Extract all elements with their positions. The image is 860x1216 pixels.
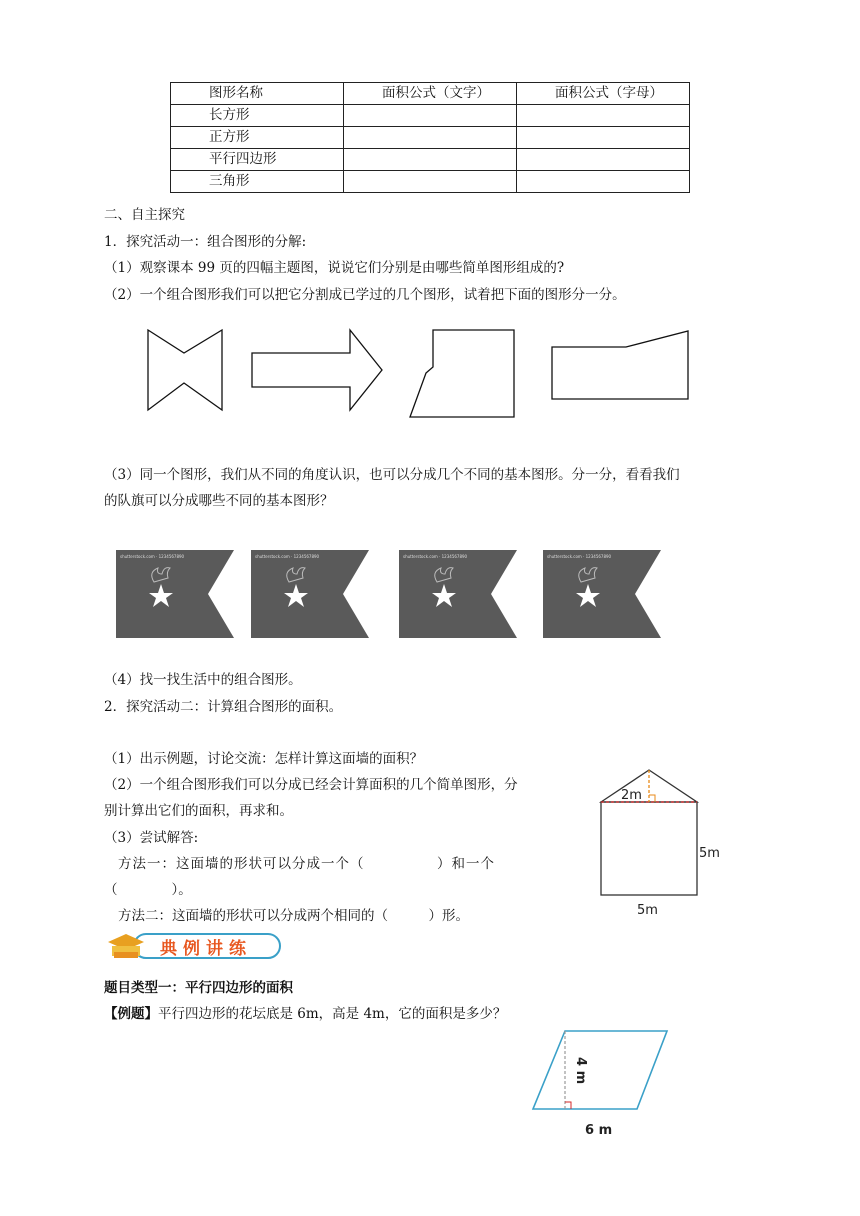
example-text: 平行四边形的花坛底是 6m，高是 4m，它的面积是多少？: [158, 1006, 507, 1022]
activity2-question-2-line2: 别计算出它们的面积，再求和。: [104, 803, 293, 819]
activity2-question-3: （3）尝试解答:: [104, 830, 199, 846]
arrow-shape: [252, 330, 382, 410]
table-cell: 三角形: [171, 171, 344, 193]
activity1-question-1: （1）观察课本 99 页的四幅主题图，说说它们分别是由哪些简单图形组成的?: [104, 260, 565, 276]
table-cell: [344, 105, 517, 127]
wall-bottom-label: 5m: [637, 903, 658, 918]
activity1-question-4: （4）找一找生活中的组合图形。: [104, 672, 302, 688]
banner: [104, 926, 284, 962]
team-flag: [116, 550, 234, 638]
table-row: [171, 171, 690, 193]
method-1-line2: （ ）。: [104, 882, 192, 898]
parallelogram-figure: [525, 1025, 675, 1140]
team-flag: [543, 550, 661, 638]
activity2-question-2-line1: （2）一个组合图形我们可以分成已经会计算面积的几个简单图形，分: [104, 777, 518, 793]
table-cell: 正方形: [171, 127, 344, 149]
section-title: 二、自主探究: [104, 207, 185, 223]
banner-title: 典例讲练: [160, 939, 252, 959]
table-cell: 平行四边形: [171, 149, 344, 171]
table-header-cell: 图形名称: [171, 83, 344, 105]
height-label: 4 m: [573, 1057, 588, 1085]
flag-caption: shutterstock.com · 1234567890: [120, 554, 185, 559]
team-flag: [251, 550, 369, 638]
type1-title: 题目类型一：平行四边形的面积: [104, 980, 293, 996]
table-row: [171, 127, 690, 149]
activity1-title: 1．探究活动一：组合图形的分解:: [104, 234, 307, 250]
wall-side-label: 5m: [699, 846, 720, 861]
table-cell: [517, 105, 690, 127]
bowtie-shape: [148, 330, 222, 410]
table-cell: [517, 127, 690, 149]
table-row: [171, 105, 690, 127]
method-1-line1: 方法一：这面墙的形状可以分成一个（ ）和一个: [118, 856, 495, 872]
wall-height-label: 2m: [621, 788, 642, 803]
flag-caption: shutterstock.com · 1234567890: [403, 554, 468, 559]
table-cell: [517, 149, 690, 171]
table-header-cell: 面积公式（字母）: [517, 83, 690, 105]
formula-table: [170, 82, 690, 193]
table-cell: [344, 171, 517, 193]
flag-caption: shutterstock.com · 1234567890: [547, 554, 612, 559]
wall-figure: [595, 765, 730, 925]
team-flag: [399, 550, 517, 638]
trapezoid-square-shape: [410, 330, 514, 417]
activity2-question-1: （1）出示例题，讨论交流：怎样计算这面墙的面积？: [104, 751, 424, 767]
table-cell: [517, 171, 690, 193]
table-cell: [344, 149, 517, 171]
base-label: 6 m: [585, 1123, 613, 1138]
activity1-question-2: （2）一个组合图形我们可以把它分割成已学过的几个图形，试着把下面的图形分一分。: [104, 287, 626, 303]
table-cell: [344, 127, 517, 149]
table-header-row: [171, 83, 690, 105]
table-row: [171, 149, 690, 171]
table-cell: 长方形: [171, 105, 344, 127]
example-question: [104, 1002, 506, 1022]
wall-square: [601, 802, 697, 895]
team-flags: [116, 550, 676, 642]
pentagon-shape: [552, 331, 688, 399]
method-2: 方法二：这面墙的形状可以分成两个相同的（ ）形。: [118, 908, 469, 924]
composite-shapes: [140, 325, 700, 425]
parallelogram: [533, 1031, 667, 1109]
activity1-question-3-line2: 的队旗可以分成哪些不同的基本图形？: [104, 493, 334, 509]
table-header-cell: 面积公式（文字）: [344, 83, 517, 105]
activity2-title: 2．探究活动二：计算组合图形的面积。: [104, 699, 343, 715]
flag-caption: shutterstock.com · 1234567890: [255, 554, 320, 559]
activity1-question-3-line1: （3）同一个图形，我们从不同的角度认识，也可以分成几个不同的基本图形。分一分，看看我们: [104, 467, 680, 483]
example-tag: 【例题】: [104, 1006, 158, 1022]
